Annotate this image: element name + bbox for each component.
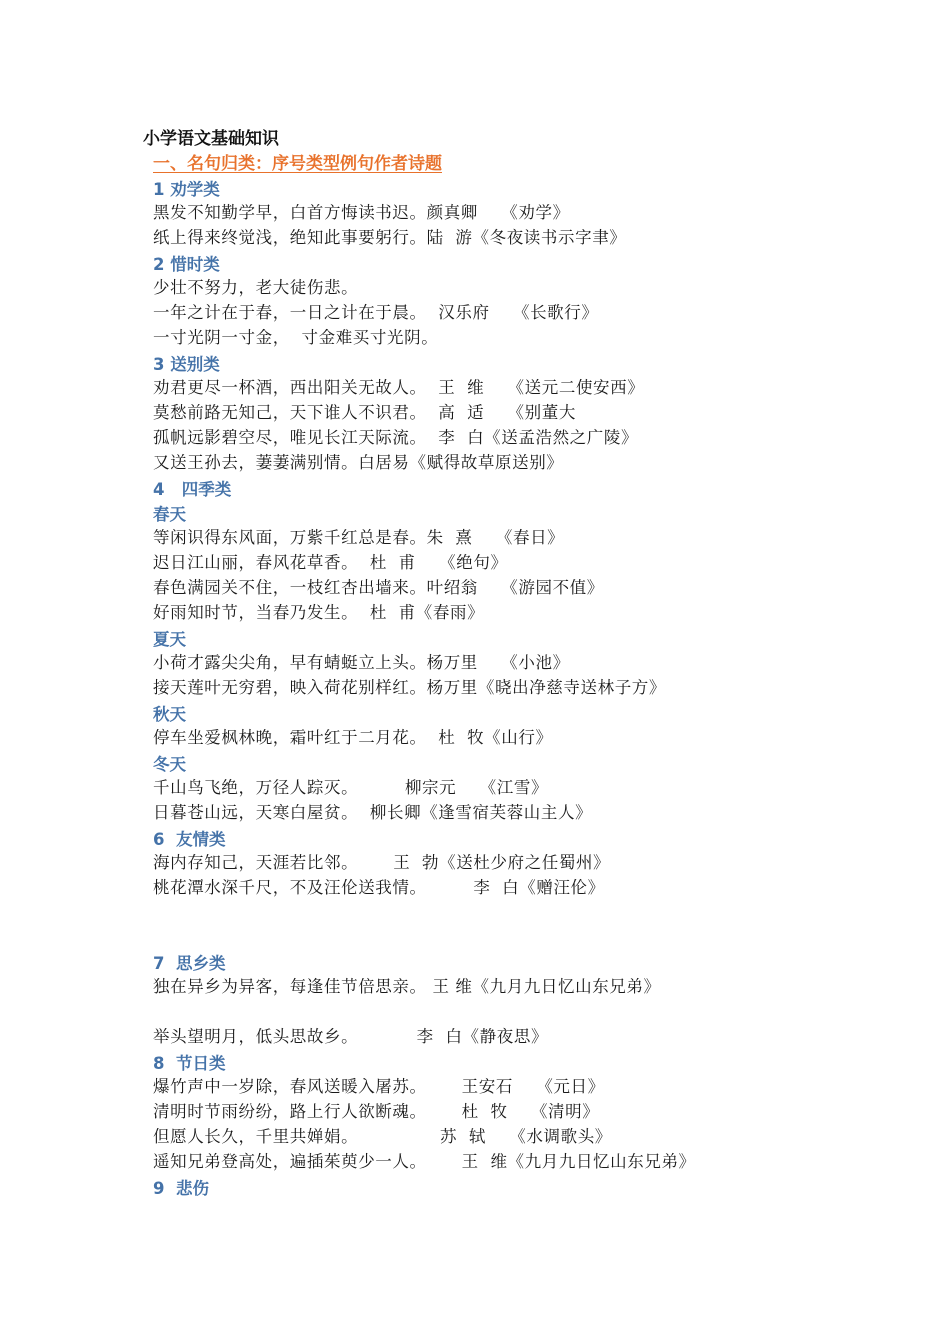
poem-line: 接天莲叶无穷碧，映入荷花别样红。杨万里《晓出净慈寺送林子方》 [153, 678, 666, 697]
category-heading: 7 思乡类 [153, 954, 226, 973]
season-heading: 夏天 [153, 630, 186, 649]
poem-line: 独在异乡为异客，每逢佳节倍思亲。 王 维《九月九日忆山东兄弟》 [153, 977, 661, 996]
poem-line: 莫愁前路无知己，天下谁人不识君。 高 适 《别董大 [153, 403, 576, 422]
poem-line: 又送王孙去，萋萋满别情。白居易《赋得故草原送别》 [153, 453, 564, 472]
poem-line: 一年之计在于春，一日之计在于晨。 汉乐府 《长歌行》 [153, 303, 599, 322]
poem-line: 迟日江山丽，春风花草香。 杜 甫 《绝句》 [153, 553, 508, 572]
category-heading: 1 劝学类 [153, 180, 220, 199]
poem-line: 纸上得来终觉浅，绝知此事要躬行。陆 游《冬夜读书示字聿》 [153, 228, 627, 247]
category-heading: 9 悲伤 [153, 1179, 209, 1198]
poem-line: 但愿人长久，千里共婵娟。 苏 轼 《水调歌头》 [153, 1127, 612, 1146]
poem-line: 举头望明月，低头思故乡。 李 白《静夜思》 [153, 1027, 549, 1046]
poem-line: 遥知兄弟登高处，遍插茱萸少一人。 王 维《九月九日忆山东兄弟》 [153, 1152, 696, 1171]
poem-line: 日暮苍山远，天寒白屋贫。 柳长卿《逢雪宿芙蓉山主人》 [153, 803, 593, 822]
season-heading: 春天 [153, 505, 186, 524]
poem-line: 小荷才露尖尖角，早有蜻蜓立上头。杨万里 《小池》 [153, 653, 570, 672]
poem-line: 好雨知时节，当春乃发生。 杜 甫《春雨》 [153, 603, 485, 622]
poem-line: 少壮不努力，老大徒伤悲。 [153, 278, 359, 297]
poem-line: 劝君更尽一杯酒，西出阳关无故人。 王 维 《送元二使安西》 [153, 378, 645, 397]
poem-line: 黑发不知勤学早，白首方悔读书迟。颜真卿 《劝学》 [153, 203, 570, 222]
category-heading: 6 友情类 [153, 830, 226, 849]
poem-line: 海内存知己，天涯若比邻。 王 勃《送杜少府之任蜀州》 [153, 853, 611, 872]
poem-line: 桃花潭水深千尺，不及汪伦送我情。 李 白《赠汪伦》 [153, 878, 605, 897]
doc-title: 小学语文基础知识 [143, 129, 279, 149]
poem-line: 千山鸟飞绝，万径人踪灭。 柳宗元 《江雪》 [153, 778, 549, 797]
category-heading: 2 惜时类 [153, 255, 220, 274]
poem-line: 停车坐爱枫林晚，霜叶红于二月花。 杜 牧《山行》 [153, 728, 553, 747]
section-heading: 一、名句归类：序号类型例句作者诗题 [153, 154, 442, 174]
poem-line: 孤帆远影碧空尽，唯见长江天际流。 李 白《送孟浩然之广陵》 [153, 428, 639, 447]
poem-line: 一寸光阴一寸金， 寸金难买寸光阴。 [153, 328, 439, 347]
poem-line: 爆竹声中一岁除，春风送暖入屠苏。 王安石 《元日》 [153, 1077, 605, 1096]
season-heading: 秋天 [153, 705, 186, 724]
category-heading: 4 四季类 [153, 480, 232, 499]
poem-line: 清明时节雨纷纷，路上行人欲断魂。 杜 牧 《清明》 [153, 1102, 600, 1121]
poem-line: 等闲识得东风面，万紫千红总是春。朱 熹 《春日》 [153, 528, 565, 547]
poem-line: 春色满园关不住，一枝红杏出墙来。叶绍翁 《游园不值》 [153, 578, 604, 597]
category-heading: 8 节日类 [153, 1054, 226, 1073]
season-heading: 冬天 [153, 755, 186, 774]
category-heading: 3 送别类 [153, 355, 220, 374]
